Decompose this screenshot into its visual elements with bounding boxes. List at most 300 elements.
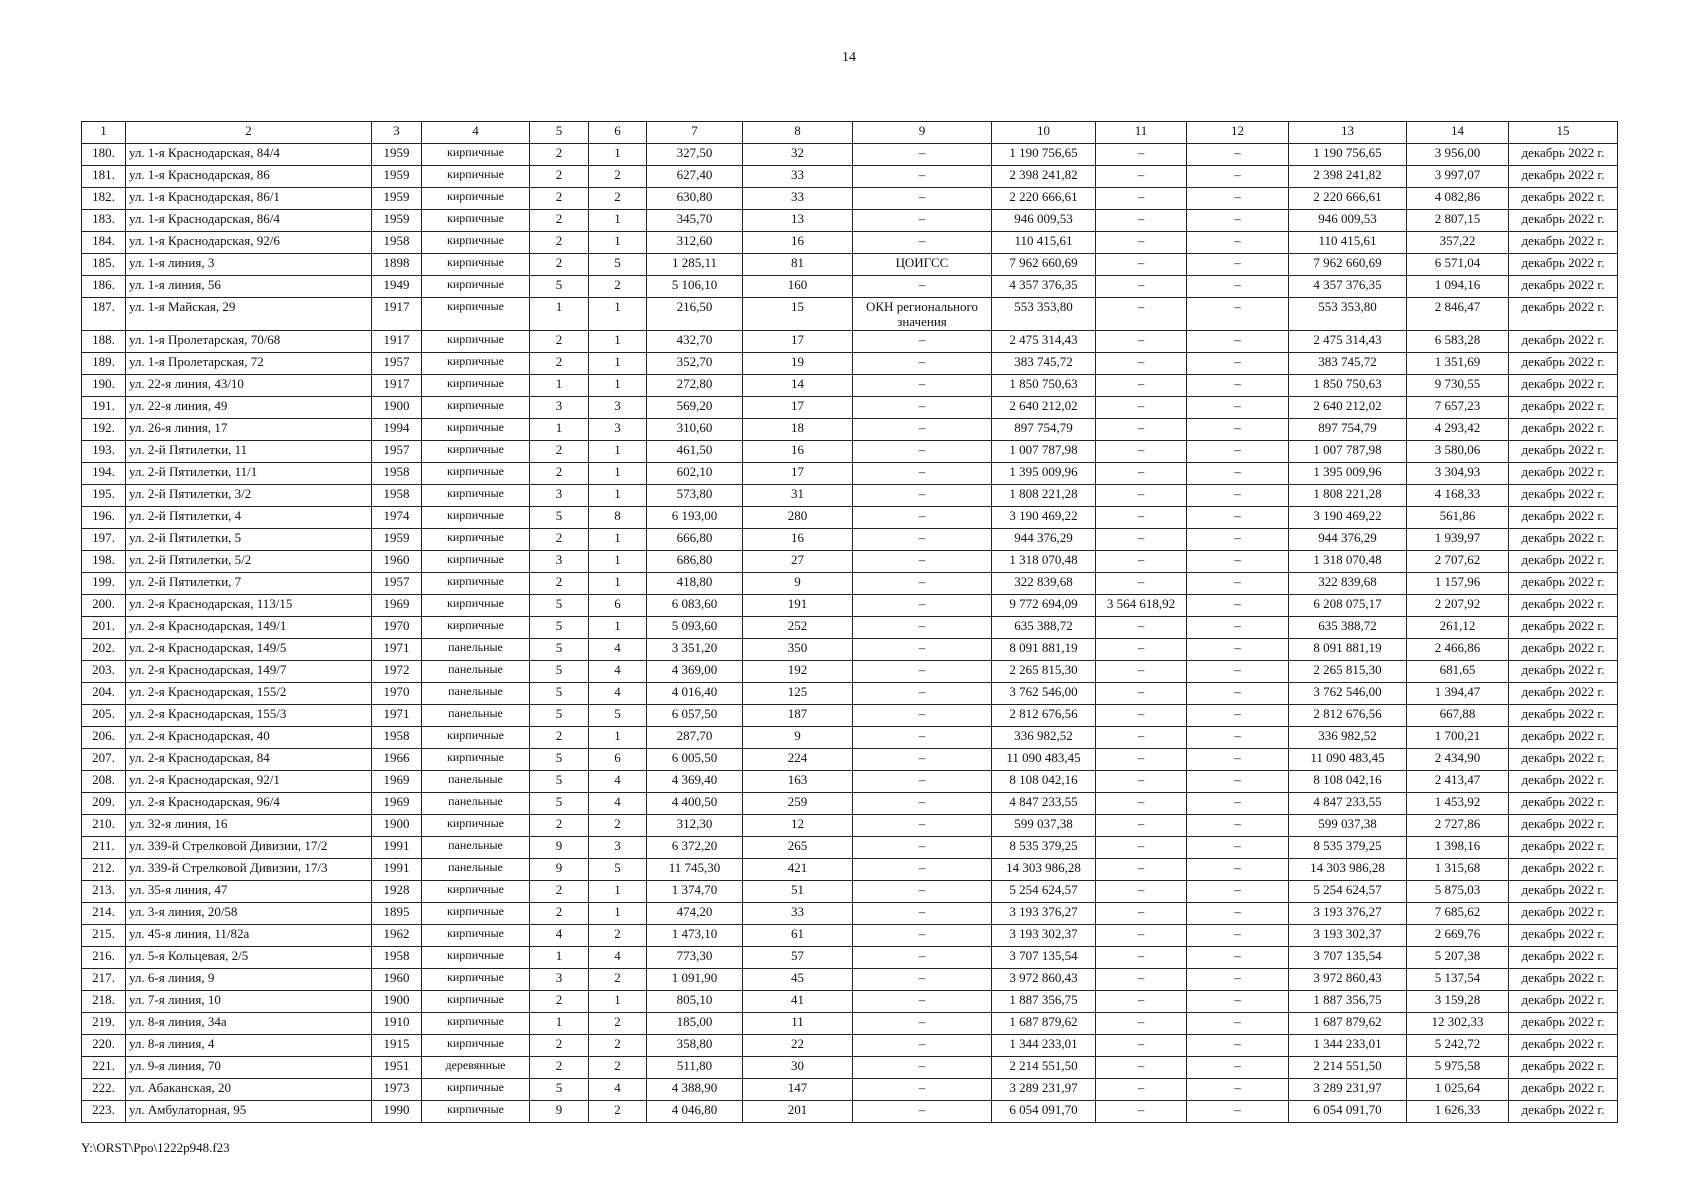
cell-col-11: – — [1096, 947, 1187, 969]
cell-residents: 57 — [743, 947, 853, 969]
cell-total-area: 327,50 — [647, 144, 743, 166]
table-row — [82, 166, 1618, 188]
cell-row-number: 184. — [82, 232, 126, 254]
cell-col-13: 897 754,79 — [1289, 419, 1407, 441]
cell-total-area: 312,30 — [647, 815, 743, 837]
cell-residents: 16 — [743, 529, 853, 551]
cell-col-13: 6 208 075,17 — [1289, 595, 1407, 617]
cell-col-13: 5 254 624,57 — [1289, 881, 1407, 903]
cell-date: декабрь 2022 г. — [1509, 463, 1618, 485]
cell-year-built: 1900 — [372, 397, 422, 419]
cell-entrances: 5 — [589, 705, 647, 727]
cell-heritage-status: – — [853, 749, 992, 771]
cell-cost-total: 8 091 881,19 — [992, 639, 1096, 661]
cell-total-area: 3 351,20 — [647, 639, 743, 661]
cell-residents: 192 — [743, 661, 853, 683]
cell-col-11: – — [1096, 903, 1187, 925]
cell-col-11: – — [1096, 661, 1187, 683]
cell-total-area: 6 193,00 — [647, 507, 743, 529]
cell-col-12: – — [1187, 276, 1289, 298]
cell-total-area: 461,50 — [647, 441, 743, 463]
cell-heritage-status: – — [853, 859, 992, 881]
cell-floors: 2 — [530, 1035, 589, 1057]
cell-entrances: 5 — [589, 859, 647, 881]
cell-cost-total: 2 812 676,56 — [992, 705, 1096, 727]
cell-cost-total: 3 190 469,22 — [992, 507, 1096, 529]
cell-residents: 147 — [743, 1079, 853, 1101]
cell-floors: 2 — [530, 188, 589, 210]
cell-total-area: 185,00 — [647, 1013, 743, 1035]
cell-residents: 51 — [743, 881, 853, 903]
cell-row-number: 208. — [82, 771, 126, 793]
table-row — [82, 463, 1618, 485]
cell-entrances: 3 — [589, 837, 647, 859]
table-row — [82, 419, 1618, 441]
cell-entrances: 2 — [589, 1057, 647, 1079]
cell-year-built: 1960 — [372, 551, 422, 573]
table-row — [82, 188, 1618, 210]
table-row — [82, 353, 1618, 375]
cell-heritage-status: – — [853, 232, 992, 254]
cell-col-12: – — [1187, 331, 1289, 353]
cell-row-number: 182. — [82, 188, 126, 210]
cell-col-13: 1 687 879,62 — [1289, 1013, 1407, 1035]
cell-address: ул. 2-я Краснодарская, 149/5 — [126, 639, 372, 661]
table-row — [82, 551, 1618, 573]
cell-col-14: 1 453,92 — [1407, 793, 1509, 815]
cell-total-area: 666,80 — [647, 529, 743, 551]
cell-year-built: 1962 — [372, 925, 422, 947]
cell-entrances: 1 — [589, 903, 647, 925]
cell-date: декабрь 2022 г. — [1509, 298, 1618, 331]
cell-date: декабрь 2022 г. — [1509, 419, 1618, 441]
cell-col-14: 1 157,96 — [1407, 573, 1509, 595]
cell-col-11: – — [1096, 232, 1187, 254]
cell-col-12: – — [1187, 397, 1289, 419]
cell-total-area: 4 369,40 — [647, 771, 743, 793]
cell-year-built: 1969 — [372, 595, 422, 617]
cell-total-area: 4 046,80 — [647, 1101, 743, 1123]
table-row — [82, 639, 1618, 661]
column-header: 15 — [1509, 122, 1618, 144]
cell-total-area: 345,70 — [647, 210, 743, 232]
cell-col-12: – — [1187, 595, 1289, 617]
cell-col-12: – — [1187, 705, 1289, 727]
table-row — [82, 969, 1618, 991]
cell-residents: 33 — [743, 188, 853, 210]
cell-residents: 17 — [743, 463, 853, 485]
table-row — [82, 573, 1618, 595]
cell-col-12: – — [1187, 551, 1289, 573]
cell-col-12: – — [1187, 793, 1289, 815]
cell-col-11: – — [1096, 551, 1187, 573]
cell-row-number: 197. — [82, 529, 126, 551]
cell-floors: 3 — [530, 551, 589, 573]
cell-col-12: – — [1187, 639, 1289, 661]
cell-col-14: 2 207,92 — [1407, 595, 1509, 617]
cell-date: декабрь 2022 г. — [1509, 815, 1618, 837]
cell-col-13: 322 839,68 — [1289, 573, 1407, 595]
cell-total-area: 1 285,11 — [647, 254, 743, 276]
cell-col-12: – — [1187, 903, 1289, 925]
data-table — [81, 121, 1618, 1123]
cell-wall-material: панельные — [422, 683, 530, 705]
cell-floors: 2 — [530, 815, 589, 837]
cell-year-built: 1917 — [372, 375, 422, 397]
cell-wall-material: кирпичные — [422, 232, 530, 254]
cell-col-13: 8 535 379,25 — [1289, 837, 1407, 859]
cell-cost-total: 3 193 376,27 — [992, 903, 1096, 925]
cell-address: ул. 2-й Пятилетки, 7 — [126, 573, 372, 595]
cell-col-12: – — [1187, 529, 1289, 551]
cell-col-11: – — [1096, 969, 1187, 991]
cell-row-number: 193. — [82, 441, 126, 463]
cell-date: декабрь 2022 г. — [1509, 991, 1618, 1013]
cell-floors: 1 — [530, 1013, 589, 1035]
cell-row-number: 217. — [82, 969, 126, 991]
cell-col-13: 3 193 376,27 — [1289, 903, 1407, 925]
cell-col-13: 2 812 676,56 — [1289, 705, 1407, 727]
cell-col-11: – — [1096, 1013, 1187, 1035]
table-row — [82, 144, 1618, 166]
cell-heritage-status: – — [853, 925, 992, 947]
cell-col-12: – — [1187, 419, 1289, 441]
cell-date: декабрь 2022 г. — [1509, 903, 1618, 925]
cell-col-13: 3 190 469,22 — [1289, 507, 1407, 529]
cell-total-area: 474,20 — [647, 903, 743, 925]
cell-wall-material: панельные — [422, 793, 530, 815]
cell-col-14: 561,86 — [1407, 507, 1509, 529]
cell-col-11: – — [1096, 331, 1187, 353]
cell-year-built: 1959 — [372, 166, 422, 188]
cell-wall-material: кирпичные — [422, 1013, 530, 1035]
cell-col-11: – — [1096, 617, 1187, 639]
cell-col-11: – — [1096, 815, 1187, 837]
cell-heritage-status: – — [853, 639, 992, 661]
cell-date: декабрь 2022 г. — [1509, 859, 1618, 881]
cell-date: декабрь 2022 г. — [1509, 595, 1618, 617]
cell-row-number: 207. — [82, 749, 126, 771]
cell-wall-material: панельные — [422, 837, 530, 859]
cell-heritage-status: – — [853, 375, 992, 397]
cell-entrances: 1 — [589, 727, 647, 749]
cell-entrances: 1 — [589, 485, 647, 507]
cell-col-13: 2 265 815,30 — [1289, 661, 1407, 683]
cell-col-12: – — [1187, 1035, 1289, 1057]
cell-entrances: 1 — [589, 529, 647, 551]
column-header: 2 — [126, 122, 372, 144]
cell-floors: 5 — [530, 705, 589, 727]
cell-col-11: – — [1096, 793, 1187, 815]
cell-date: декабрь 2022 г. — [1509, 969, 1618, 991]
cell-year-built: 1949 — [372, 276, 422, 298]
cell-entrances: 1 — [589, 881, 647, 903]
cell-wall-material: панельные — [422, 661, 530, 683]
cell-total-area: 4 016,40 — [647, 683, 743, 705]
cell-total-area: 216,50 — [647, 298, 743, 331]
cell-wall-material: панельные — [422, 859, 530, 881]
cell-heritage-status: – — [853, 144, 992, 166]
cell-col-13: 553 353,80 — [1289, 298, 1407, 331]
cell-wall-material: кирпичные — [422, 1101, 530, 1123]
cell-year-built: 1994 — [372, 419, 422, 441]
cell-floors: 2 — [530, 529, 589, 551]
cell-floors: 5 — [530, 749, 589, 771]
cell-cost-total: 3 193 302,37 — [992, 925, 1096, 947]
cell-col-13: 8 108 042,16 — [1289, 771, 1407, 793]
cell-entrances: 1 — [589, 144, 647, 166]
cell-year-built: 1966 — [372, 749, 422, 771]
cell-wall-material: кирпичные — [422, 298, 530, 331]
cell-year-built: 1991 — [372, 859, 422, 881]
cell-date: декабрь 2022 г. — [1509, 639, 1618, 661]
cell-col-12: – — [1187, 1013, 1289, 1035]
cell-residents: 32 — [743, 144, 853, 166]
cell-floors: 5 — [530, 276, 589, 298]
cell-date: декабрь 2022 г. — [1509, 947, 1618, 969]
cell-residents: 33 — [743, 903, 853, 925]
cell-entrances: 1 — [589, 991, 647, 1013]
cell-year-built: 1958 — [372, 947, 422, 969]
cell-residents: 11 — [743, 1013, 853, 1035]
cell-col-13: 635 388,72 — [1289, 617, 1407, 639]
cell-date: декабрь 2022 г. — [1509, 727, 1618, 749]
cell-cost-total: 1 850 750,63 — [992, 375, 1096, 397]
cell-floors: 9 — [530, 1101, 589, 1123]
cell-floors: 5 — [530, 507, 589, 529]
table-row — [82, 661, 1618, 683]
cell-row-number: 223. — [82, 1101, 126, 1123]
table-row — [82, 397, 1618, 419]
cell-entrances: 1 — [589, 375, 647, 397]
cell-col-11: – — [1096, 254, 1187, 276]
cell-cost-total: 2 640 212,02 — [992, 397, 1096, 419]
cell-col-12: – — [1187, 298, 1289, 331]
table-row — [82, 1013, 1618, 1035]
cell-heritage-status: – — [853, 419, 992, 441]
cell-floors: 5 — [530, 1079, 589, 1101]
cell-cost-total: 2 398 241,82 — [992, 166, 1096, 188]
cell-cost-total: 8 535 379,25 — [992, 837, 1096, 859]
cell-entrances: 1 — [589, 617, 647, 639]
table-row — [82, 1079, 1618, 1101]
cell-total-area: 272,80 — [647, 375, 743, 397]
cell-address: ул. 2-й Пятилетки, 11 — [126, 441, 372, 463]
cell-total-area: 630,80 — [647, 188, 743, 210]
table-row — [82, 705, 1618, 727]
cell-col-12: – — [1187, 969, 1289, 991]
cell-col-12: – — [1187, 859, 1289, 881]
cell-total-area: 4 369,00 — [647, 661, 743, 683]
cell-col-14: 7 657,23 — [1407, 397, 1509, 419]
cell-year-built: 1915 — [372, 1035, 422, 1057]
cell-row-number: 220. — [82, 1035, 126, 1057]
cell-col-11: – — [1096, 210, 1187, 232]
cell-date: декабрь 2022 г. — [1509, 793, 1618, 815]
cell-heritage-status: – — [853, 661, 992, 683]
table-row — [82, 859, 1618, 881]
cell-cost-total: 3 972 860,43 — [992, 969, 1096, 991]
cell-residents: 81 — [743, 254, 853, 276]
cell-cost-total: 1 808 221,28 — [992, 485, 1096, 507]
cell-col-12: – — [1187, 232, 1289, 254]
cell-heritage-status: – — [853, 1079, 992, 1101]
cell-entrances: 3 — [589, 419, 647, 441]
cell-wall-material: кирпичные — [422, 969, 530, 991]
cell-residents: 22 — [743, 1035, 853, 1057]
cell-date: декабрь 2022 г. — [1509, 837, 1618, 859]
cell-wall-material: кирпичные — [422, 1035, 530, 1057]
cell-row-number: 206. — [82, 727, 126, 749]
cell-col-12: – — [1187, 947, 1289, 969]
cell-date: декабрь 2022 г. — [1509, 485, 1618, 507]
cell-wall-material: кирпичные — [422, 254, 530, 276]
cell-col-13: 3 193 302,37 — [1289, 925, 1407, 947]
cell-date: декабрь 2022 г. — [1509, 771, 1618, 793]
cell-address: ул. 3-я линия, 20/58 — [126, 903, 372, 925]
cell-year-built: 1917 — [372, 331, 422, 353]
cell-col-13: 2 640 212,02 — [1289, 397, 1407, 419]
cell-col-13: 1 318 070,48 — [1289, 551, 1407, 573]
cell-cost-total: 1 687 879,62 — [992, 1013, 1096, 1035]
cell-heritage-status: – — [853, 507, 992, 529]
cell-col-14: 3 159,28 — [1407, 991, 1509, 1013]
column-header: 4 — [422, 122, 530, 144]
cell-row-number: 215. — [82, 925, 126, 947]
cell-heritage-status: – — [853, 463, 992, 485]
cell-col-12: – — [1187, 925, 1289, 947]
cell-wall-material: панельные — [422, 771, 530, 793]
table-row — [82, 529, 1618, 551]
cell-address: ул. 45-я линия, 11/82а — [126, 925, 372, 947]
cell-col-14: 2 413,47 — [1407, 771, 1509, 793]
cell-entrances: 2 — [589, 969, 647, 991]
cell-heritage-status: – — [853, 1057, 992, 1079]
cell-residents: 19 — [743, 353, 853, 375]
cell-total-area: 358,80 — [647, 1035, 743, 1057]
cell-total-area: 6 057,50 — [647, 705, 743, 727]
cell-row-number: 204. — [82, 683, 126, 705]
cell-row-number: 196. — [82, 507, 126, 529]
cell-cost-total: 599 037,38 — [992, 815, 1096, 837]
cell-date: декабрь 2022 г. — [1509, 705, 1618, 727]
cell-col-11: – — [1096, 485, 1187, 507]
cell-floors: 1 — [530, 298, 589, 331]
cell-year-built: 1910 — [372, 1013, 422, 1035]
cell-entrances: 2 — [589, 925, 647, 947]
cell-col-12: – — [1187, 463, 1289, 485]
cell-year-built: 1958 — [372, 727, 422, 749]
cell-col-14: 357,22 — [1407, 232, 1509, 254]
cell-col-13: 110 415,61 — [1289, 232, 1407, 254]
cell-col-14: 2 434,90 — [1407, 749, 1509, 771]
cell-year-built: 1958 — [372, 485, 422, 507]
cell-address: ул. 2-я Краснодарская, 149/7 — [126, 661, 372, 683]
column-header-row — [82, 122, 1618, 144]
cell-row-number: 222. — [82, 1079, 126, 1101]
footer-file-path: Y:\ORST\Ppo\1222p948.f23 — [81, 1140, 230, 1155]
cell-row-number: 216. — [82, 947, 126, 969]
cell-floors: 2 — [530, 727, 589, 749]
cell-wall-material: кирпичные — [422, 441, 530, 463]
cell-address: ул. 2-й Пятилетки, 4 — [126, 507, 372, 529]
cell-date: декабрь 2022 г. — [1509, 1035, 1618, 1057]
cell-floors: 2 — [530, 254, 589, 276]
cell-row-number: 210. — [82, 815, 126, 837]
table-row — [82, 881, 1618, 903]
cell-col-11: – — [1096, 507, 1187, 529]
cell-date: декабрь 2022 г. — [1509, 617, 1618, 639]
column-header: 10 — [992, 122, 1096, 144]
cell-address: ул. Амбулаторная, 95 — [126, 1101, 372, 1123]
cell-col-14: 2 669,76 — [1407, 925, 1509, 947]
cell-date: декабрь 2022 г. — [1509, 749, 1618, 771]
cell-address: ул. 2-я Краснодарская, 92/1 — [126, 771, 372, 793]
cell-heritage-status: – — [853, 1101, 992, 1123]
table-row — [82, 815, 1618, 837]
cell-col-11: – — [1096, 859, 1187, 881]
cell-date: декабрь 2022 г. — [1509, 1101, 1618, 1123]
cell-wall-material: кирпичные — [422, 1079, 530, 1101]
cell-wall-material: кирпичные — [422, 144, 530, 166]
cell-col-12: – — [1187, 254, 1289, 276]
table-body — [82, 144, 1618, 1123]
cell-entrances: 1 — [589, 353, 647, 375]
cell-address: ул. 2-я Краснодарская, 155/2 — [126, 683, 372, 705]
cell-col-11: – — [1096, 397, 1187, 419]
cell-cost-total: 944 376,29 — [992, 529, 1096, 551]
cell-floors: 2 — [530, 331, 589, 353]
column-header: 6 — [589, 122, 647, 144]
cell-col-11: – — [1096, 1057, 1187, 1079]
column-header: 14 — [1407, 122, 1509, 144]
cell-residents: 14 — [743, 375, 853, 397]
cell-year-built: 1990 — [372, 1101, 422, 1123]
cell-col-11: – — [1096, 419, 1187, 441]
table-row — [82, 276, 1618, 298]
cell-entrances: 2 — [589, 1013, 647, 1035]
cell-col-13: 1 887 356,75 — [1289, 991, 1407, 1013]
cell-col-13: 3 762 546,00 — [1289, 683, 1407, 705]
cell-col-14: 9 730,55 — [1407, 375, 1509, 397]
cell-col-13: 14 303 986,28 — [1289, 859, 1407, 881]
cell-total-area: 11 745,30 — [647, 859, 743, 881]
cell-address: ул. 339-й Стрелковой Дивизии, 17/2 — [126, 837, 372, 859]
cell-address: ул. 8-я линия, 4 — [126, 1035, 372, 1057]
cell-col-13: 1 395 009,96 — [1289, 463, 1407, 485]
cell-address: ул. 7-я линия, 10 — [126, 991, 372, 1013]
cell-entrances: 4 — [589, 661, 647, 683]
cell-residents: 265 — [743, 837, 853, 859]
cell-date: декабрь 2022 г. — [1509, 232, 1618, 254]
cell-date: декабрь 2022 г. — [1509, 661, 1618, 683]
cell-wall-material: кирпичные — [422, 881, 530, 903]
cell-entrances: 1 — [589, 551, 647, 573]
cell-col-13: 7 962 660,69 — [1289, 254, 1407, 276]
cell-floors: 2 — [530, 991, 589, 1013]
cell-wall-material: кирпичные — [422, 903, 530, 925]
cell-entrances: 4 — [589, 1079, 647, 1101]
cell-col-13: 11 090 483,45 — [1289, 749, 1407, 771]
cell-col-12: – — [1187, 837, 1289, 859]
cell-row-number: 213. — [82, 881, 126, 903]
cell-residents: 9 — [743, 727, 853, 749]
cell-col-13: 3 972 860,43 — [1289, 969, 1407, 991]
cell-floors: 2 — [530, 166, 589, 188]
cell-col-13: 2 220 666,61 — [1289, 188, 1407, 210]
cell-col-11: – — [1096, 1101, 1187, 1123]
cell-date: декабрь 2022 г. — [1509, 144, 1618, 166]
